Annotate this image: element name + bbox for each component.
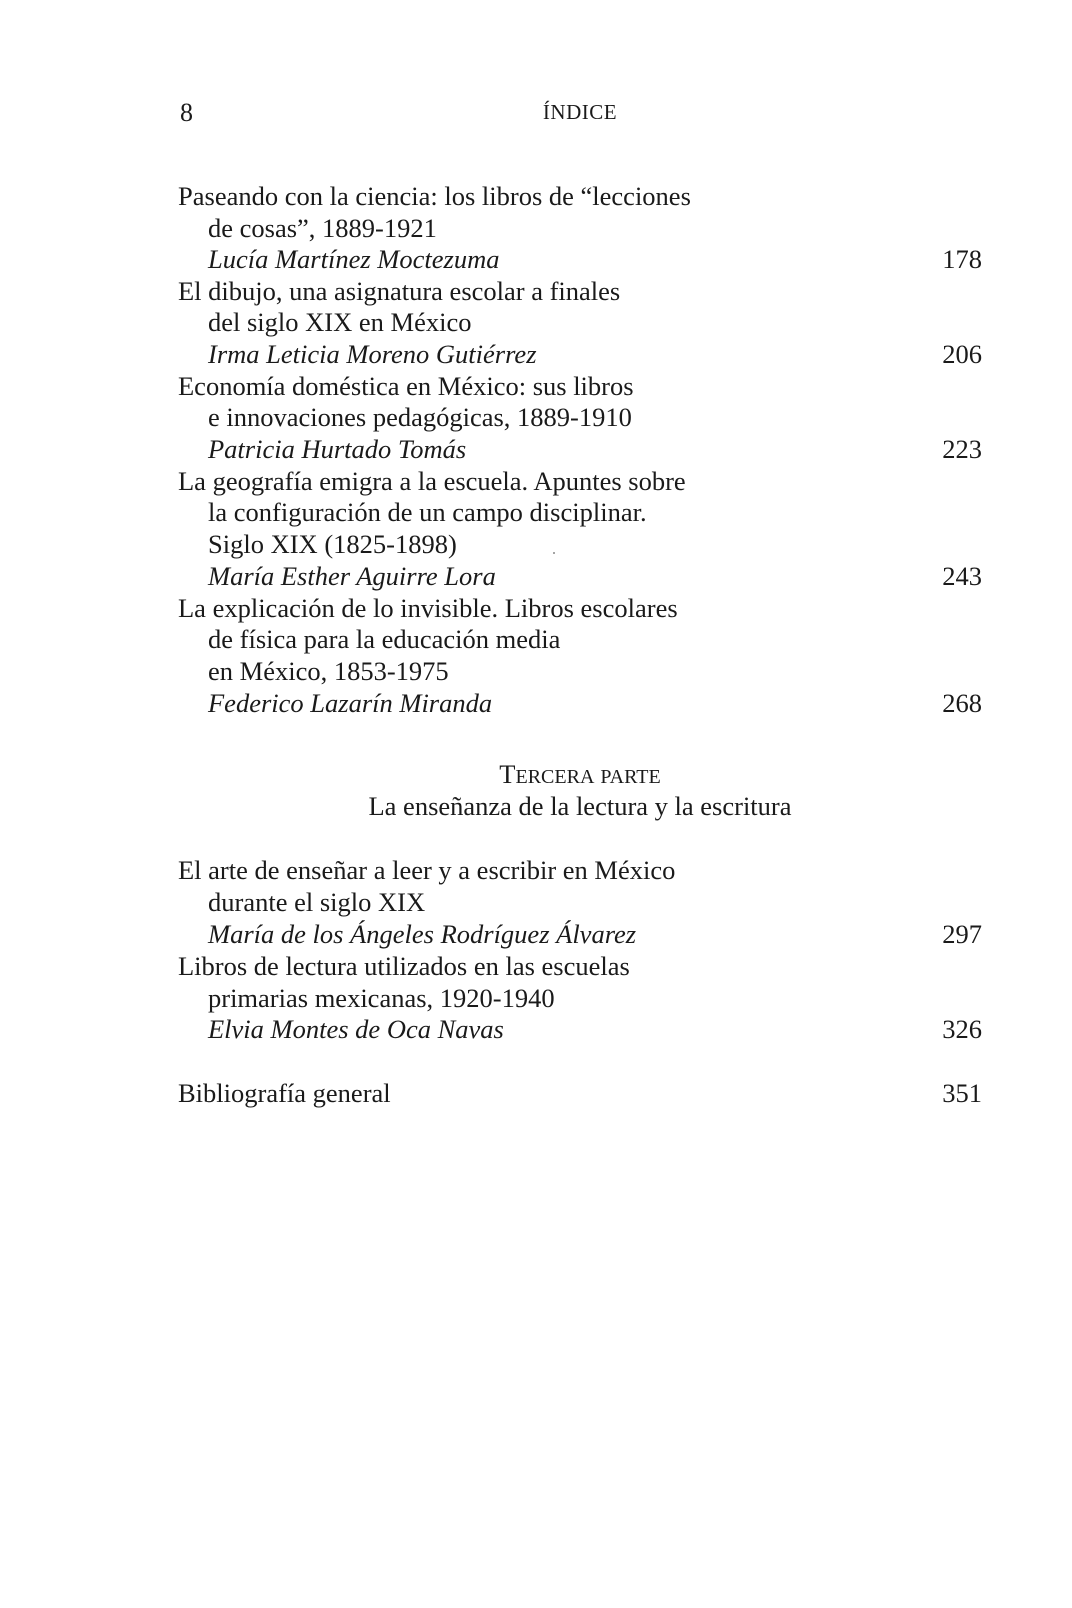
toc-entry-title: la configuración de un campo disciplinar. <box>208 497 647 527</box>
toc-entry-title: Siglo XIX (1825-1898) <box>208 529 457 559</box>
toc-entry-title: El arte de enseñar a leer y a escribir en México <box>178 855 676 885</box>
toc-entry-page: 326 <box>942 1014 982 1044</box>
page-number: 8 <box>180 98 193 127</box>
toc-entry-title: durante el siglo XIX <box>208 887 426 917</box>
section-title: La enseñanza de la lectura y la escritura <box>368 791 792 821</box>
toc-entry-title: Paseando con la ciencia: los libros de “lecciones <box>178 181 691 211</box>
toc-entry-author: Lucía Martínez Moctezuma <box>208 244 500 274</box>
toc-entry-title: Libros de lectura utilizados en las escuelas <box>178 951 630 981</box>
toc-entry-title: La explicación de lo invisible. Libros escolares <box>178 593 678 623</box>
toc-entry-title: primarias mexicanas, 1920-1940 <box>208 983 555 1013</box>
toc-entry-author: Federico Lazarín Miranda <box>208 688 493 718</box>
section-label: TERCERA PARTE <box>499 759 661 789</box>
running-head: ÍNDICE <box>542 100 618 124</box>
print-speck <box>553 552 555 554</box>
bibliography-page: 351 <box>942 1078 982 1108</box>
toc-entry-page: 206 <box>942 339 982 369</box>
toc-entry-title: del siglo XIX en México <box>208 307 472 337</box>
toc-entry-title: El dibujo, una asignatura escolar a finales <box>178 276 621 306</box>
toc-entry-author: María Esther Aguirre Lora <box>208 561 496 591</box>
toc-entry-page: 223 <box>942 434 982 464</box>
toc-entry-author: Irma Leticia Moreno Gutiérrez <box>208 339 537 369</box>
toc-entry-author: Patricia Hurtado Tomás <box>208 434 467 464</box>
toc-entry-author: María de los Ángeles Rodríguez Álvarez <box>208 919 637 949</box>
toc-entry-title: en México, 1853-1975 <box>208 656 449 686</box>
toc-entry-page: 243 <box>942 561 982 591</box>
toc-entry-title: La geografía emigra a la escuela. Apuntes sobre <box>178 466 686 496</box>
toc-entry-author: Elvia Montes de Oca Navas <box>208 1014 504 1044</box>
toc-entry-page: 178 <box>942 244 982 274</box>
toc-entry-page: 268 <box>942 688 982 718</box>
bibliography-entry: Bibliografía general <box>178 1078 391 1108</box>
toc-entry-title: e innovaciones pedagógicas, 1889-1910 <box>208 402 632 432</box>
toc-entry-title: Economía doméstica en México: sus libros <box>178 371 634 401</box>
toc-entry-page: 297 <box>942 919 982 949</box>
toc-entry-title: de cosas”, 1889-1921 <box>208 213 437 243</box>
toc-entry-title: de física para la educación media <box>208 624 561 654</box>
